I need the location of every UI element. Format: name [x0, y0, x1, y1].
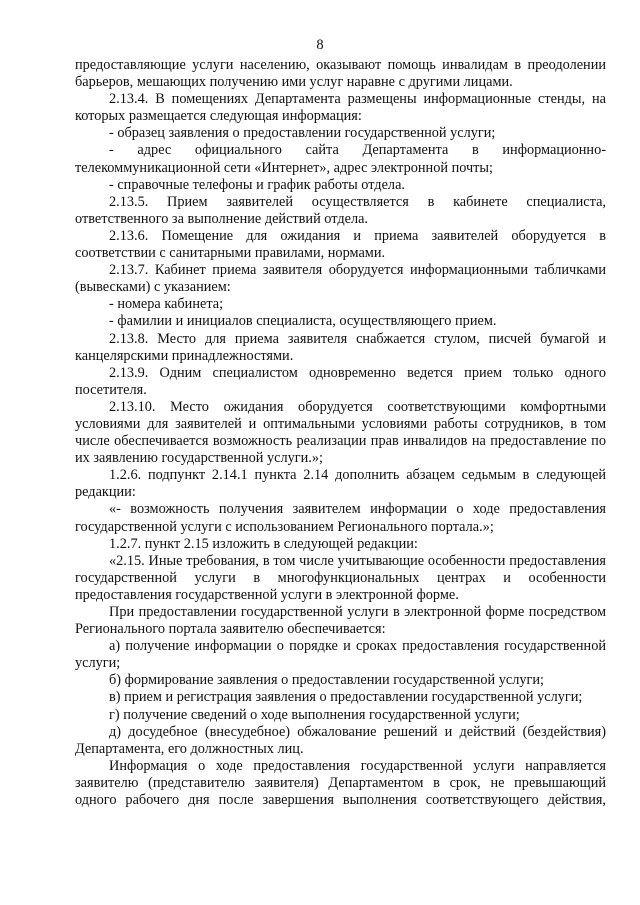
paragraph: - номера кабинета;: [109, 296, 224, 313]
paragraph: - адрес официального сайта Департамента в информационно-телекоммуникационной сети «Интернет», адрес электронной почты;: [75, 142, 606, 176]
paragraph: а) получение информации о порядке и сроках предоставления государственной услуги;: [75, 638, 606, 672]
paragraph: 2.13.4. В помещениях Департамента размещены информационные стенды, на которых размещается следующая информация:: [75, 91, 606, 125]
paragraph: 2.13.7. Кабинет приема заявителя оборудуется информационными табличками (вывесками) с указанием:: [75, 262, 606, 296]
paragraph: 1.2.6. подпункт 2.14.1 пункта 2.14 дополнить абзацем седьмым в следующей редакции:: [75, 467, 606, 501]
paragraph: д) досудебное (внесудебное) обжалование решений и действий (бездействия) Департамента, его должностных лиц.: [75, 723, 606, 757]
paragraph: б) формирование заявления о предоставлении государственной услуги;: [109, 672, 545, 689]
paragraph: в) прием и регистрация заявления о предоставлении государственной услуги;: [109, 689, 583, 706]
paragraph: - справочные телефоны и график работы отдела.: [109, 176, 405, 193]
paragraph: предоставляющие услуги населению, оказывают помощь инвалидам в преодолении барьеров, мешающих получению ими услуг наравне с другими лицами.: [75, 57, 606, 91]
paragraph: «2.15. Иные требования, в том числе учитывающие особенности предоставления государственной услуги в многофункциональных центрах и особенности предоставления государственной услуги в электронной форме.: [75, 552, 606, 603]
paragraph: 2.13.8. Место для приема заявителя снабжается стулом, писчей бумагой и канцелярскими принадлежностями.: [75, 330, 606, 364]
paragraph: При предоставлении государственной услуги в электронной форме посредством Регионального портала заявителю обеспечивается:: [75, 604, 606, 638]
paragraph: 2.13.5. Прием заявителей осуществляется в кабинете специалиста, ответственного за выполнение действий отдела.: [75, 193, 606, 227]
page-number: 8: [316, 37, 324, 53]
paragraph: г) получение сведений о ходе выполнения государственной услуги;: [109, 706, 520, 723]
paragraph: 1.2.7. пункт 2.15 изложить в следующей редакции:: [109, 535, 418, 552]
paragraph: - образец заявления о предоставлении государственной услуги;: [109, 125, 496, 142]
paragraph: Информация о ходе предоставления государственной услуги направляется заявителю (представителю заявителя) Департаментом в срок, не превышающий одного рабочего дня после завершения выполнения соответствующего действия,: [75, 757, 606, 809]
body-text: [75, 57, 606, 809]
paragraph: 2.13.6. Помещение для ожидания и приема заявителей оборудуется в соответствии с санитарными правилами, нормами.: [75, 227, 606, 262]
paragraph: - фамилии и инициалов специалиста, осуществляющего прием.: [109, 313, 497, 330]
paragraph: 2.13.10. Место ожидания оборудуется соответствующими комфортными условиями для заявителей и оптимальными условиями работы сотрудников, в том числе обеспечивается возможность реализации прав инвалидов на предоставление по их заявлению государственной услуги.»;: [75, 398, 606, 467]
paragraph: «- возможность получения заявителем информации о ходе предоставления государственной услуги с использованием Регионального портала.»;: [75, 501, 606, 535]
paragraph: 2.13.9. Одним специалистом одновременно ведется прием только одного посетителя.: [75, 364, 606, 398]
